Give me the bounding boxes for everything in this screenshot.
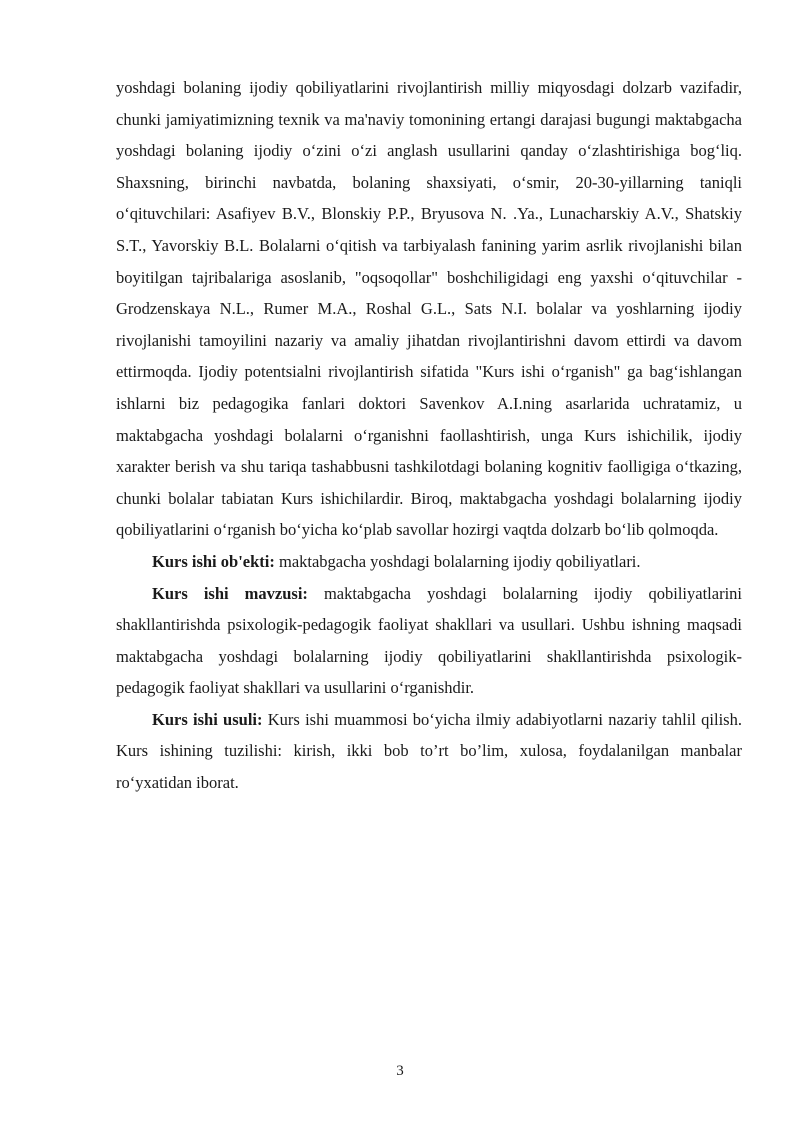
page-number: 3	[396, 1063, 404, 1079]
method-text: Kurs ishi muammosi bo‘yicha ilmiy adabiyotlarni nazariy tahlil qilish. Kurs ishining tuzilishi: kirish, ikki bob to’rt bo’lim, xulosa, foydalanilgan manbalar ro‘yxatidan iborat.	[116, 709, 742, 793]
body-text	[116, 72, 742, 799]
subject-label: Kurs ishi mavzusi:	[152, 583, 308, 603]
object-paragraph	[116, 546, 742, 578]
intro-paragraph: yoshdagi bolaning ijodiy qobiliyatlarini rivojlantirish milliy miqyosdagi dolzarb vazifadir, chunki jamiyatimizning texnik va ma'naviy tomonining ertangi darajasi bugungi maktabgacha yoshdagi bolaning ijodiy o‘zini o‘zi anglash usullarini qanday o‘zlashtirishiga bog‘liq. Shaxsning, birinchi navbatda, bolaning shaxsiyati, o‘smir, 20-30-yillarning taniqli o‘qituvchilari: Asafiyev B.V., Blonskiy P.P., Bryusova N. .Ya., Lunacharskiy A.V., Shatskiy S.T., Yavorskiy B.L. Bolalarni o‘qitish va tarbiyalash fanining yarim asrlik rivojlanishi bilan boyitilgan tajribalariga asoslanib, "oqsoqollar" boshchiligidagi eng yaxshi o‘qituvchilar - Grodzenskaya N.L., Rumer M.A., Roshal G.L., Sats N.I. bolalar va yoshlarning ijodiy rivojlanishi tamoyilini nazariy va amaliy jihatdan rivojlantirishni davom ettirdi va davom ettirmoqda. Ijodiy potentsialni rivojlantirish sifatida "Kurs ishi o‘rganish" ga bag‘ishlangan ishlarni biz pedagogika fanlari doktori Savenkov A.I.ning asarlarida uchratamiz, u maktabgacha yoshdagi bolalarni o‘rganishni faollashtirish, unga Kurs ishichilik, ijodiy xarakter berish va shu tariqa tashabbusni tashkilotdagi bolaning kognitiv faolligiga o‘tkazing, chunki bolalar tabiatan Kurs ishichilardir. Biroq, maktabgacha yoshdagi bolalarning ijodiy qobiliyatlarini o‘rganish bo‘yicha ko‘plab savollar hozirgi vaqtda dolzarb bo‘lib qolmoqda.	[116, 78, 742, 540]
method-label: Kurs ishi usuli:	[152, 709, 263, 729]
subject-paragraph	[116, 578, 742, 704]
method-paragraph	[116, 704, 742, 799]
object-label: Kurs ishi ob'ekti:	[152, 551, 275, 571]
subject-text: maktabgacha yoshdagi bolalarning ijodiy qobiliyatlarini shakllantirishda psixologik-pedagogik faoliyat shakllari va usullari. Ushbu ishning maqsadi maktabgacha yoshdagi bolalarning ijodiy qobiliyatlarini shakllantirishda psixologik-pedagogik faoliyat shakllari va usullarini o‘rganishdir.	[116, 583, 742, 698]
object-text: maktabgacha yoshdagi bolalarning ijodiy qobiliyatlari.	[274, 551, 641, 571]
